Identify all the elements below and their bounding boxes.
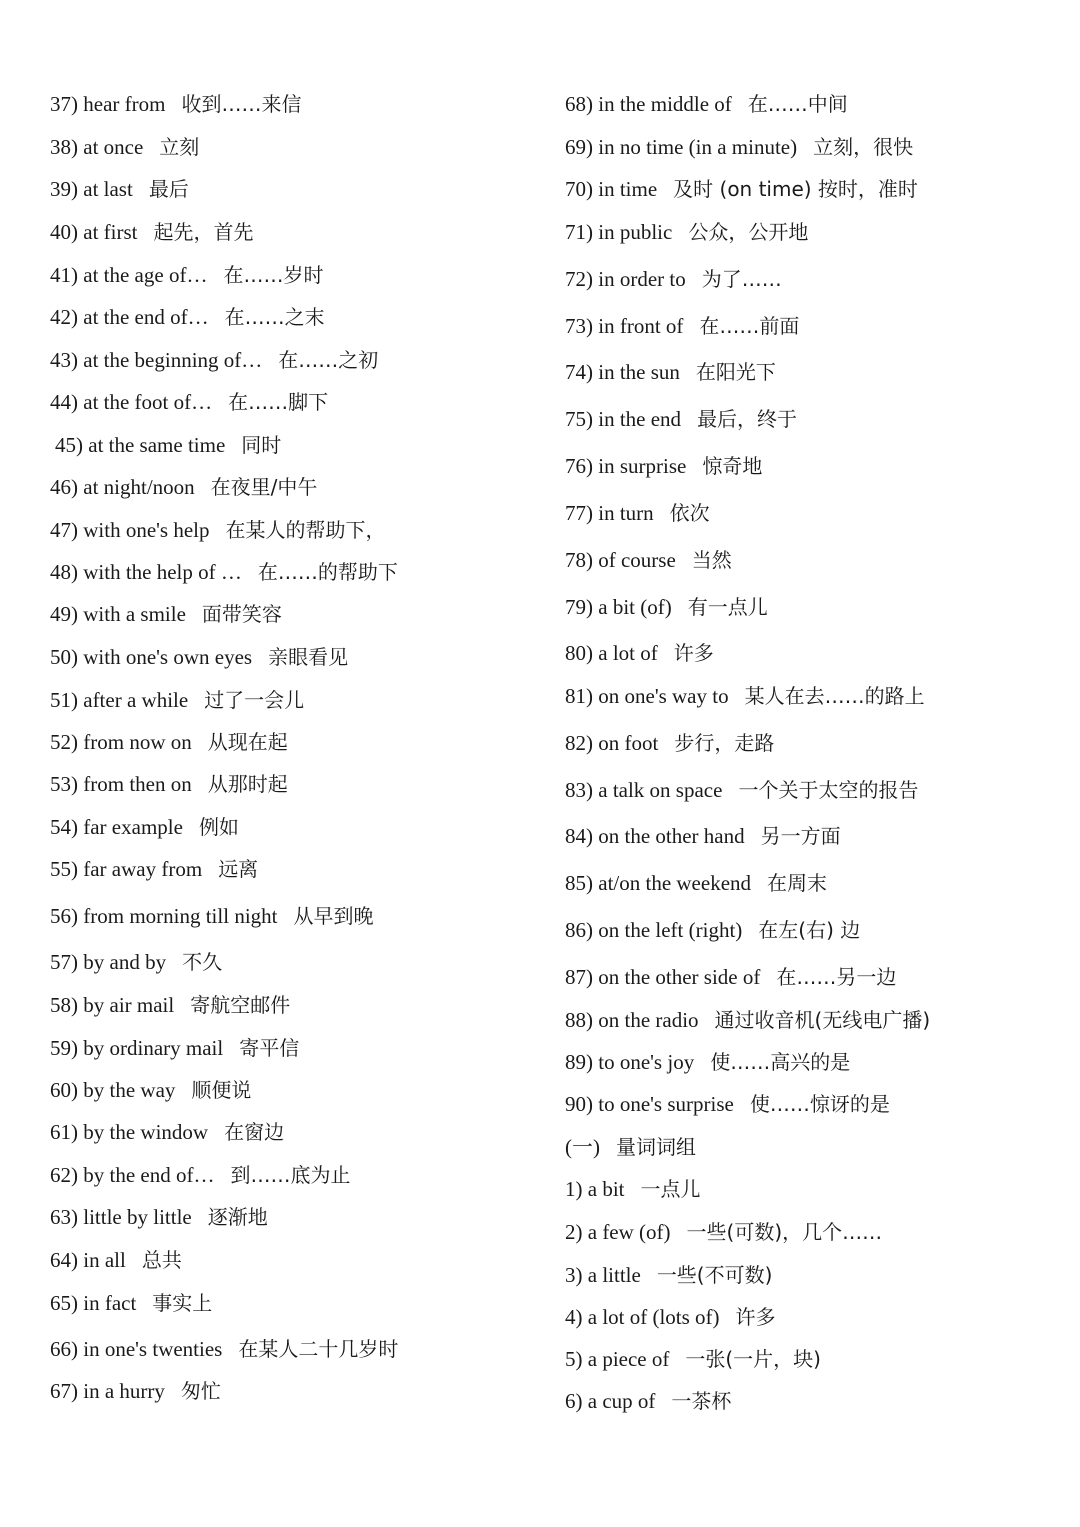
phrase-entry [565,822,841,850]
phrase-chinese: 公众，公开地 [688,220,809,244]
phrase-english: 38) at once [50,135,144,159]
phrase-english: 72) in order to [565,267,686,291]
phrase-chinese: 匆忙 [180,1379,221,1403]
phrase-entry [565,175,918,203]
phrase-entry [50,855,258,883]
phrase-english: 64) in all [50,1248,126,1272]
phrase-chinese: 在夜里/中午 [210,475,318,499]
phrase-entry [50,1246,182,1274]
phrase-entry [50,1034,299,1062]
phrase-chinese: 顺便说 [191,1078,252,1102]
phrase-english: 48) with the help of … [50,560,242,584]
phrase-english: 1) a bit [565,1177,625,1201]
phrase-english: 89) to one's joy [565,1050,695,1074]
phrase-entry [565,963,896,991]
phrase-english: 76) in surprise [565,454,687,478]
phrase-english: 47) with one's help [50,518,210,542]
phrase-english: 71) in public [565,220,673,244]
phrase-entry [50,1118,284,1146]
phrase-chinese: 惊奇地 [702,454,763,478]
phrase-english: 67) in a hurry [50,1379,165,1403]
phrase-english: 61) by the window [50,1120,209,1144]
phrase-entry [50,1289,212,1317]
phrase-chinese: 当然 [691,548,732,572]
phrase-chinese: 到……底为止 [230,1163,351,1187]
phrase-chinese: 在某人二十几岁时 [238,1337,399,1361]
phrase-english: 45) at the same time [55,433,226,457]
phrase-entry [50,133,199,161]
phrase-chinese: 在……中间 [747,92,848,116]
phrase-entry [565,218,808,246]
phrase-english: 53) from then on [50,772,192,796]
phrase-chinese: 亲眼看见 [268,645,349,669]
phrase-chinese: 起先，首先 [153,220,254,244]
phrase-english: 56) from morning till night [50,904,278,928]
phrase-chinese: 立刻，很快 [813,135,914,159]
phrase-english: (一) [565,1135,600,1159]
phrase-chinese: 在……的帮助下 [257,560,398,584]
phrase-english: 68) in the middle of [565,92,732,116]
phrase-chinese: 寄平信 [239,1036,300,1060]
phrase-english: 57) by and by [50,950,167,974]
phrase-entry [565,1006,930,1034]
phrase-chinese: 面带笑容 [201,602,282,626]
phrase-entry [565,682,925,710]
phrase-entry [50,1076,251,1104]
phrase-english: 79) a bit (of) [565,595,672,619]
phrase-entry [50,813,239,841]
phrase-english: 70) in time [565,177,658,201]
phrase-chinese: 另一方面 [760,824,841,848]
phrase-entry [50,218,253,246]
phrase-chinese: 最后，终于 [697,407,798,431]
phrase-english: 49) with a smile [50,602,186,626]
phrase-chinese: 远离 [218,857,259,881]
phrase-english: 75) in the end [565,407,682,431]
phrase-entry [565,499,710,527]
phrase-chinese: 步行，走路 [674,731,775,755]
phrase-entry [50,1203,268,1231]
phrase-chinese: 通过收音机(无线电广播) [714,1008,931,1032]
phrase-chinese: 一些(可数)，几个…… [686,1220,883,1244]
phrase-entry [565,1261,772,1289]
phrase-english: 59) by ordinary mail [50,1036,224,1060]
phrase-chinese: 不久 [182,950,223,974]
phrase-entry [565,133,913,161]
phrase-english: 4) a lot of (lots of) [565,1305,720,1329]
phrase-english: 77) in turn [565,501,654,525]
phrase-english: 62) by the end of… [50,1163,215,1187]
phrase-english: 44) at the foot of… [50,390,213,414]
phrase-entry [50,558,398,586]
phrase-entry [55,431,281,459]
phrase-entry [565,1048,850,1076]
phrase-english: 69) in no time (in a minute) [565,135,798,159]
phrase-chinese: 例如 [198,815,239,839]
phrase-english: 42) at the end of… [50,305,209,329]
phrase-entry [50,261,323,289]
phrase-entry [565,916,860,944]
phrase-entry [50,90,301,118]
phrase-english: 63) little by little [50,1205,192,1229]
phrase-chinese: 及时 (on time) 按时，准时 [673,177,918,201]
phrase-entry [50,948,222,976]
phrase-entry [565,546,732,574]
phrase-english: 46) at night/noon [50,475,195,499]
phrase-entry [50,1335,398,1363]
phrase-chinese: 同时 [241,433,282,457]
phrase-chinese: 量词词组 [616,1135,696,1159]
phrase-english: 58) by air mail [50,993,175,1017]
phrase-english: 86) on the left (right) [565,918,743,942]
phrase-chinese: 一张(一片，块) [685,1347,821,1371]
phrase-entry [565,265,782,293]
phrase-chinese: 一点儿 [640,1177,701,1201]
phrase-english: 5) a piece of [565,1347,670,1371]
phrase-chinese: 在周末 [767,871,828,895]
phrase-english: 3) a little [565,1263,641,1287]
phrase-entry [565,358,776,386]
phrase-english: 80) a lot of [565,641,658,665]
phrase-chinese: 在阳光下 [695,360,776,384]
phrase-english: 41) at the age of… [50,263,208,287]
phrase-chinese: 在……前面 [699,314,800,338]
phrase-english: 90) to one's surprise [565,1092,734,1116]
phrase-chinese: 在……之初 [278,348,379,372]
phrase-entry [565,1345,821,1373]
phrase-english: 85) at/on the weekend [565,871,752,895]
phrase-english: 87) on the other side of [565,965,761,989]
phrase-english: 66) in one's twenties [50,1337,223,1361]
phrase-entry [565,452,762,480]
phrase-entry [565,1090,890,1118]
phrase-chinese: 许多 [735,1305,776,1329]
phrase-entry [50,770,288,798]
phrase-english: 83) a talk on space [565,778,723,802]
phrase-chinese: 总共 [141,1248,182,1272]
phrase-english: 84) on the other hand [565,824,745,848]
phrase-chinese: 从那时起 [207,772,288,796]
phrase-entry [50,388,328,416]
phrase-entry [565,869,827,897]
phrase-entry [565,1175,700,1203]
phrase-chinese: 依次 [669,501,710,525]
phrase-chinese: 过了一会儿 [204,688,305,712]
phrase-english: 2) a few (of) [565,1220,671,1244]
phrase-chinese: 立刻 [159,135,200,159]
phrase-chinese: 使……高兴的是 [710,1050,851,1074]
phrase-chinese: 在……脚下 [228,390,329,414]
phrase-english: 74) in the sun [565,360,680,384]
phrase-chinese: 一些(不可数) [656,1263,773,1287]
phrase-chinese: 一茶杯 [671,1389,732,1413]
phrase-english: 82) on foot [565,731,659,755]
phrase-entry [50,902,373,930]
phrase-chinese: 事实上 [152,1291,213,1315]
phrase-entry [50,686,304,714]
phrase-chinese: 在左(右) 边 [758,918,861,942]
phrase-entry [50,346,378,374]
phrase-english: 60) by the way [50,1078,176,1102]
phrase-english: 39) at last [50,177,133,201]
phrase-entry [50,1377,221,1405]
phrase-english: 54) far example [50,815,183,839]
phrase-english: 55) far away from [50,857,203,881]
phrase-chinese: 从现在起 [207,730,288,754]
phrase-entry [50,991,290,1019]
phrase-entry [565,90,848,118]
phrase-chinese: 在某人的帮助下， [225,518,386,542]
phrase-entry [565,729,774,757]
phrase-chinese: 有一点儿 [687,595,768,619]
phrase-entry [50,643,348,671]
phrase-chinese: 在……岁时 [223,263,324,287]
phrase-entry [565,1303,776,1331]
phrase-english: 43) at the beginning of… [50,348,263,372]
phrase-chinese: 逐渐地 [207,1205,268,1229]
phrase-chinese: 在……另一边 [776,965,897,989]
phrase-entry [565,1133,696,1161]
phrase-chinese: 在……之末 [224,305,325,329]
phrase-english: 51) after a while [50,688,189,712]
phrase-english: 52) from now on [50,730,192,754]
phrase-entry [50,1161,350,1189]
phrase-english: 37) hear from [50,92,166,116]
phrase-chinese: 使……惊讶的是 [749,1092,890,1116]
phrase-chinese: 在窗边 [224,1120,285,1144]
phrase-entry [565,776,918,804]
phrase-english: 6) a cup of [565,1389,656,1413]
phrase-entry [565,405,797,433]
phrase-entry [565,593,768,621]
phrase-chinese: 寄航空邮件 [190,993,291,1017]
phrase-chinese: 为了…… [701,267,782,291]
phrase-entry [50,473,317,501]
phrase-entry [565,1218,882,1246]
phrase-chinese: 从早到晚 [293,904,374,928]
phrase-entry [565,312,799,340]
phrase-english: 50) with one's own eyes [50,645,253,669]
phrase-chinese: 某人在去……的路上 [744,684,925,708]
phrase-english: 65) in fact [50,1291,137,1315]
phrase-entry [50,600,282,628]
phrase-entry [565,1387,731,1415]
phrase-english: 40) at first [50,220,138,244]
phrase-english: 81) on one's way to [565,684,729,708]
phrase-chinese: 收到……来信 [181,92,302,116]
phrase-entry [565,639,714,667]
phrase-english: 78) of course [565,548,676,572]
phrase-chinese: 一个关于太空的报告 [738,778,919,802]
phrase-entry [50,303,325,331]
phrase-english: 88) on the radio [565,1008,699,1032]
phrase-english: 73) in front of [565,314,684,338]
phrase-chinese: 许多 [673,641,714,665]
phrase-chinese: 最后 [148,177,189,201]
phrase-entry [50,728,288,756]
phrase-entry [50,516,386,544]
phrase-entry [50,175,189,203]
